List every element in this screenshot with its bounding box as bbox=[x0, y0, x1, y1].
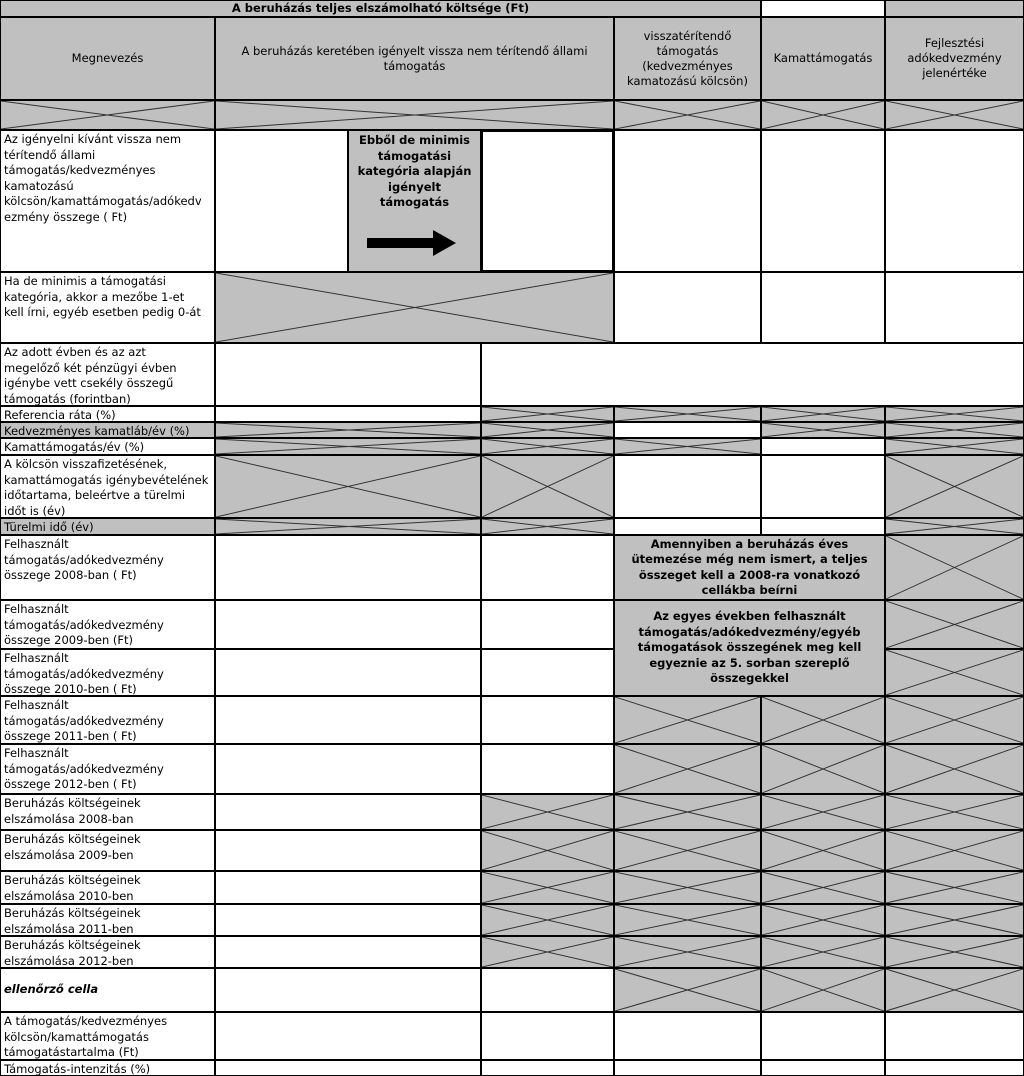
crossed-cell bbox=[481, 438, 614, 455]
input-cell[interactable] bbox=[215, 600, 481, 649]
blank-cell bbox=[481, 343, 1024, 406]
control-cell[interactable] bbox=[215, 968, 481, 1012]
input-cell[interactable] bbox=[614, 518, 761, 535]
crossed-cell bbox=[215, 100, 614, 130]
crossed-cell bbox=[761, 406, 885, 422]
crossed-cell bbox=[761, 871, 885, 904]
input-cell-deminimis[interactable] bbox=[481, 130, 614, 272]
row-label: Támogatás-intenzitás (%) bbox=[0, 1060, 215, 1076]
input-cell[interactable] bbox=[761, 455, 885, 518]
crossed-cell bbox=[761, 968, 885, 1012]
input-cell[interactable] bbox=[215, 744, 481, 794]
row-label: Felhasznált támogatás/adókedvezmény összege 2009-ben (Ft) bbox=[0, 600, 215, 649]
output-cell[interactable] bbox=[614, 1060, 761, 1076]
crossed-cell bbox=[885, 406, 1024, 422]
output-cell[interactable] bbox=[481, 1060, 614, 1076]
crossed-cell bbox=[885, 744, 1024, 794]
crossed-cell bbox=[761, 100, 885, 130]
row-label: Beruházás költségeinek elszámolása 2009-ben bbox=[0, 830, 215, 871]
row-label: Beruházás költségeinek elszámolása 2012-ben bbox=[0, 936, 215, 968]
row-label: Az adott évben és az azt megelőző két pénzügyi évben igénybe vett csekély összegű támogatás (forintban) bbox=[0, 343, 215, 406]
control-cell[interactable] bbox=[481, 968, 614, 1012]
input-cell[interactable] bbox=[614, 422, 761, 438]
crossed-cell bbox=[614, 968, 761, 1012]
row-label: Az igényelni kívánt vissza nem térítendő állami támogatás/kedvezményes kamatozású kölcsön/kamattámogatás/adókedv ezmény összege ( Ft) bbox=[0, 130, 215, 272]
crossed-cell bbox=[761, 422, 885, 438]
row-label: Ha de minimis a támogatási kategória, akkor a mezőbe 1-et kell írni, egyéb esetben pedig 0-át bbox=[0, 272, 215, 343]
output-cell[interactable] bbox=[215, 1060, 481, 1076]
row-label: Türelmi idő (év) bbox=[0, 518, 215, 535]
row-label: Felhasznált támogatás/adókedvezmény összege 2011-ben ( Ft) bbox=[0, 696, 215, 744]
header-adokedvezmeny: Fejlesztési adókedvezmény jelenértéke bbox=[885, 17, 1024, 100]
crossed-cell bbox=[614, 830, 761, 871]
top-title-input-cell[interactable] bbox=[761, 0, 885, 17]
header-vissza-nem-teritendo: A beruházás keretében igényelt vissza nem térítendő állami támogatás bbox=[215, 17, 614, 100]
crossed-cell bbox=[215, 518, 481, 535]
input-cell[interactable] bbox=[481, 535, 614, 600]
output-cell[interactable] bbox=[761, 1012, 885, 1060]
header-megnevezes: Megnevezés bbox=[0, 17, 215, 100]
input-cell[interactable] bbox=[215, 904, 481, 936]
crossed-cell bbox=[614, 696, 761, 744]
row-label: Beruházás költségeinek elszámolása 2008-ban bbox=[0, 794, 215, 830]
input-cell[interactable] bbox=[481, 744, 614, 794]
arrow-right-icon bbox=[367, 229, 457, 257]
crossed-cell bbox=[885, 438, 1024, 455]
note-annual-schedule: Amennyiben a beruházás éves ütemezése még nem ismert, a teljes összeget kell a 2008-ra vonatkozó cellákba beírni bbox=[614, 535, 885, 600]
note-yearly-sum-check: Az egyes években felhasznált támogatás/adókedvezmény/egyéb támogatások összegének meg kell egyeznie az 5. sorban szereplő összegekkel bbox=[614, 600, 885, 696]
input-cell[interactable] bbox=[761, 438, 885, 455]
crossed-cell bbox=[481, 936, 614, 968]
row-label: Kamattámogatás/év (%) bbox=[0, 438, 215, 455]
output-cell[interactable] bbox=[761, 1060, 885, 1076]
input-cell[interactable] bbox=[215, 936, 481, 968]
deminimis-label-cell bbox=[348, 130, 481, 272]
crossed-cell bbox=[614, 904, 761, 936]
top-title: A beruházás teljes elszámolható költsége (Ft) bbox=[0, 0, 761, 17]
row-label: Kedvezményes kamatláb/év (%) bbox=[0, 422, 215, 438]
crossed-cell bbox=[481, 455, 614, 518]
header-kamattamogatas: Kamattámogatás bbox=[761, 17, 885, 100]
crossed-cell bbox=[481, 518, 614, 535]
input-cell[interactable] bbox=[215, 406, 481, 422]
input-cell[interactable] bbox=[215, 696, 481, 744]
crossed-cell bbox=[885, 696, 1024, 744]
output-cell[interactable] bbox=[215, 1012, 481, 1060]
input-cell[interactable] bbox=[215, 871, 481, 904]
input-cell[interactable] bbox=[481, 649, 614, 696]
crossed-cell bbox=[885, 871, 1024, 904]
row-label: Felhasznált támogatás/adókedvezmény összege 2008-ban ( Ft) bbox=[0, 535, 215, 600]
crossed-cell bbox=[761, 904, 885, 936]
input-cell[interactable] bbox=[215, 343, 481, 406]
header-visszateritendo: visszatérítendő támogatás (kedvezményes kamatozású kölcsön) bbox=[614, 17, 761, 100]
crossed-cell bbox=[885, 830, 1024, 871]
row-label: Referencia ráta (%) bbox=[0, 406, 215, 422]
crossed-cell bbox=[885, 968, 1024, 1012]
crossed-cell bbox=[215, 438, 481, 455]
input-cell[interactable] bbox=[215, 794, 481, 830]
crossed-cell bbox=[215, 272, 614, 343]
crossed-cell bbox=[481, 830, 614, 871]
input-cell[interactable] bbox=[215, 649, 481, 696]
crossed-cell bbox=[761, 830, 885, 871]
output-cell[interactable] bbox=[481, 1012, 614, 1060]
output-cell[interactable] bbox=[885, 1060, 1024, 1076]
crossed-cell bbox=[885, 455, 1024, 518]
crossed-cell bbox=[0, 100, 215, 130]
crossed-cell bbox=[885, 649, 1024, 696]
control-cell-label: ellenőrző cella bbox=[0, 968, 215, 1012]
crossed-cell bbox=[481, 904, 614, 936]
row-label: Beruházás költségeinek elszámolása 2011-ben bbox=[0, 904, 215, 936]
input-cell-total[interactable] bbox=[215, 130, 348, 272]
crossed-cell bbox=[614, 794, 761, 830]
crossed-cell bbox=[885, 518, 1024, 535]
crossed-cell bbox=[761, 744, 885, 794]
input-cell[interactable] bbox=[761, 130, 885, 272]
crossed-cell bbox=[885, 904, 1024, 936]
input-cell[interactable] bbox=[614, 130, 761, 272]
row-label: Beruházás költségeinek elszámolása 2010-ben bbox=[0, 871, 215, 904]
crossed-cell bbox=[761, 794, 885, 830]
crossed-cell bbox=[215, 455, 481, 518]
input-cell[interactable] bbox=[215, 830, 481, 871]
crossed-cell bbox=[614, 936, 761, 968]
input-cell[interactable] bbox=[481, 600, 614, 649]
row-label: A kölcsön visszafizetésének, kamattámogatás igénybevételének időtartama, beleértve a türelmi időt is (év) bbox=[0, 455, 215, 518]
crossed-cell bbox=[885, 535, 1024, 600]
crossed-cell bbox=[215, 422, 481, 438]
crossed-cell bbox=[481, 871, 614, 904]
crossed-cell bbox=[614, 744, 761, 794]
row-label: Felhasznált támogatás/adókedvezmény összege 2012-ben ( Ft) bbox=[0, 744, 215, 794]
row-label: Felhasznált támogatás/adókedvezmény összege 2010-ben ( Ft) bbox=[0, 649, 215, 696]
crossed-cell bbox=[761, 696, 885, 744]
crossed-cell bbox=[614, 406, 761, 422]
crossed-cell bbox=[885, 422, 1024, 438]
crossed-cell bbox=[481, 422, 614, 438]
crossed-cell bbox=[481, 794, 614, 830]
crossed-cell bbox=[885, 936, 1024, 968]
top-title-spacer-cell bbox=[885, 0, 1024, 17]
crossed-cell bbox=[885, 600, 1024, 649]
input-cell[interactable] bbox=[215, 535, 481, 600]
input-cell[interactable] bbox=[481, 696, 614, 744]
input-cell[interactable] bbox=[761, 518, 885, 535]
crossed-cell bbox=[885, 100, 1024, 130]
input-cell[interactable] bbox=[761, 272, 885, 343]
output-cell[interactable] bbox=[885, 1012, 1024, 1060]
row-label: A támogatás/kedvezményes kölcsön/kamattámogatás támogatástartalma (Ft) bbox=[0, 1012, 215, 1060]
input-cell[interactable] bbox=[885, 130, 1024, 272]
crossed-cell bbox=[761, 936, 885, 968]
output-cell[interactable] bbox=[614, 1012, 761, 1060]
crossed-cell bbox=[614, 871, 761, 904]
crossed-cell bbox=[481, 406, 614, 422]
input-cell[interactable] bbox=[614, 272, 761, 343]
input-cell[interactable] bbox=[885, 272, 1024, 343]
crossed-cell bbox=[614, 438, 761, 455]
deminimis-label: Ebből de minimis támogatási kategória alapján igényelt támogatás bbox=[357, 133, 472, 209]
input-cell[interactable] bbox=[614, 455, 761, 518]
crossed-cell bbox=[885, 794, 1024, 830]
crossed-cell bbox=[614, 100, 761, 130]
